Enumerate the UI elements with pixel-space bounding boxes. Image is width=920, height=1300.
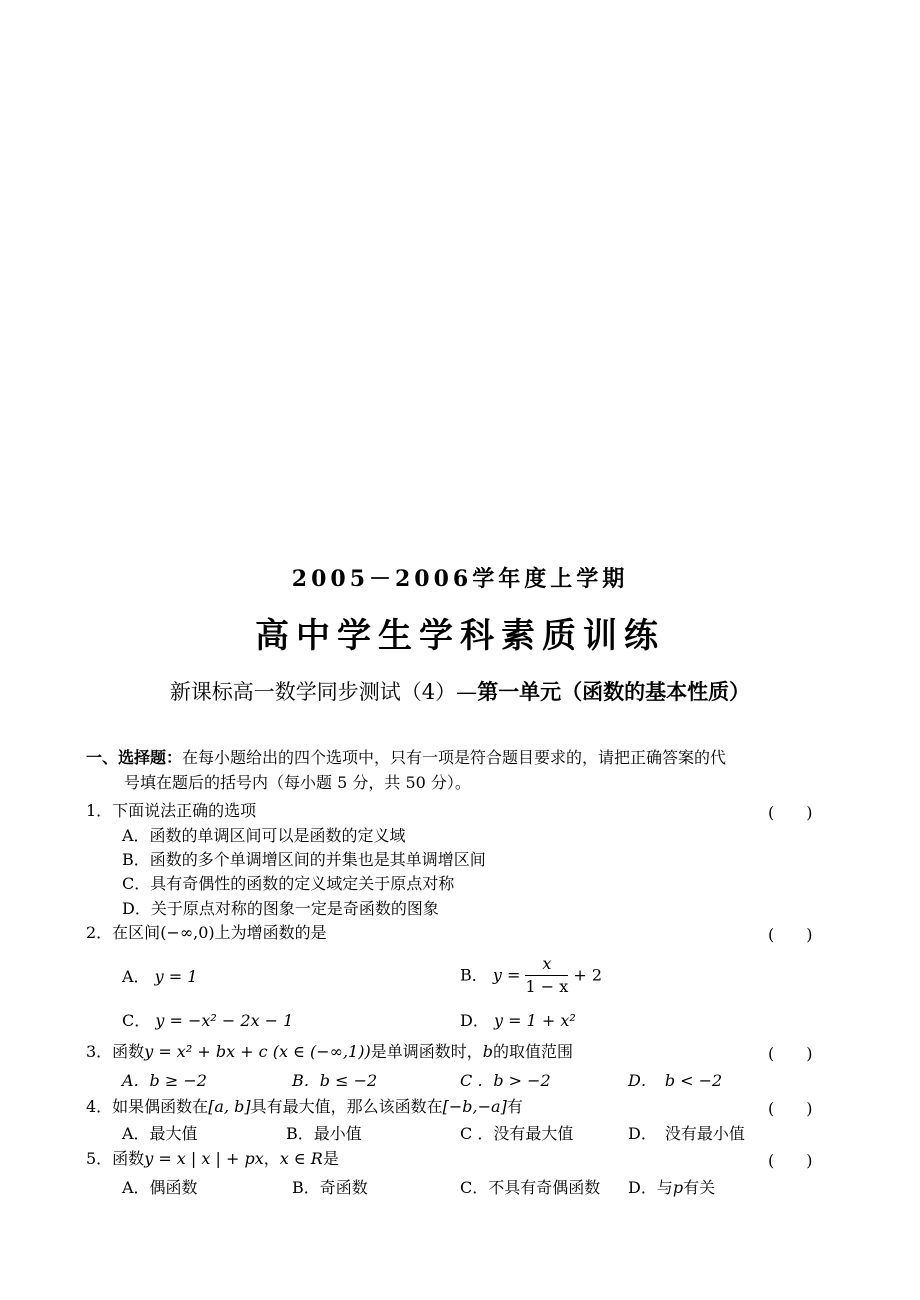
question-5-option-d-var: p [672,1178,684,1197]
question-4-stem-end: 有 [506,1097,523,1116]
question-3-stem-end: 的取值范围 [492,1042,573,1061]
question-2-interval: (−∞,0) [160,923,215,942]
question-1-option-a: A．函数的单调区间可以是函数的定义域 [122,826,406,845]
question-4-interval-1: [a, b] [208,1097,251,1116]
answer-paren-4: ( ) [768,1099,813,1118]
question-4-option-b: B．最小值 [286,1124,362,1143]
question-3-stem-var: b [482,1042,493,1061]
term-title: 2005－2006学年度上学期 [291,566,629,592]
question-5-stem-pre: 5．函数 [86,1149,145,1168]
question-4-stem-pre: 4．如果偶函数在 [86,1097,209,1116]
section-intro [86,747,726,769]
question-3-stem-pre: 3．函数 [86,1042,145,1061]
question-5-option-c: C．不具有奇偶函数 [460,1178,601,1197]
section-title: 一、选择题： [86,748,183,767]
question-1-option-b: B．函数的多个单调增区间的并集也是其单调增区间 [122,850,486,869]
question-4-option-d: D． 没有最小值 [628,1124,745,1143]
fraction-numerator: x [525,953,568,976]
question-3-option-b: B．b ≤ −2 [292,1071,378,1090]
question-3-stem-expr: y = x² + bx + c (x ∈ (−∞,1)) [144,1042,371,1061]
question-2-option-b [460,953,602,998]
question-3-stem-post: 是单调函数时， [370,1042,483,1061]
question-4-stem-mid: 具有最大值，那么该函数在 [250,1097,443,1116]
question-5-stem [86,1148,339,1170]
question-2-stem-post: 上为增函数的是 [214,923,327,942]
question-5-option-a: A．偶函数 [122,1178,198,1197]
training-title: 高中学生学科素质训练 [255,616,665,656]
question-4-interval-2: [−b,−a] [442,1097,507,1116]
answer-paren-3: ( ) [768,1044,813,1063]
question-5-option-b: B．奇函数 [292,1178,368,1197]
question-2-option-c-label: C． [122,1011,151,1030]
question-4-option-a: A．最大值 [122,1124,198,1143]
question-2-option-b-fraction [525,953,568,998]
question-2-option-d-expr: y = 1 + x² [493,1011,576,1030]
answer-paren-2: ( ) [768,925,813,944]
question-2-option-a-label: A． [122,967,150,986]
question-4-option-c: C ．没有最大值 [460,1124,574,1143]
question-3-option-c: C ．b > −2 [460,1071,551,1090]
question-3-option-a: A．b ≥ −2 [122,1071,207,1090]
question-1-option-c: C．具有奇偶性的函数的定义域定关于原点对称 [122,874,455,893]
question-2-option-a [122,966,197,988]
question-5-stem-expr: y = x | x | + px [144,1149,264,1168]
question-2-option-c [122,1010,293,1032]
question-3-option-d: D． b < −2 [628,1071,723,1090]
question-2-option-d-label: D． [460,1011,489,1030]
question-3-stem [86,1041,573,1063]
question-1-option-d: D．关于原点对称的图象一定是奇函数的图象 [122,899,439,918]
section-intro-line2: 号填在题后的括号内（每小题 5 分，共 50 分）。 [124,773,471,792]
question-2-option-c-expr: y = −x² − 2x − 1 [155,1011,294,1030]
question-2-option-d [460,1010,576,1032]
question-5-option-d [628,1177,715,1199]
question-2-stem [86,922,327,944]
test-title-prefix: 新课标高一数学同步测试（4）— [169,680,478,704]
question-5-stem-end: 是 [322,1149,339,1168]
question-2-option-a-expr: y = 1 [154,967,198,986]
question-1-stem: 1．下面说法正确的选项 [86,801,257,820]
question-2-option-b-lhs: y = [492,965,521,985]
question-5-option-d-pre: D．与 [628,1178,673,1197]
section-intro-text: 在每小题给出的四个选项中，只有一项是符合题目要求的，请把正确答案的代 [182,748,727,767]
answer-paren-5: ( ) [768,1151,813,1170]
question-2-stem-pre: 2．在区间 [86,923,161,942]
question-5-stem-mid: ， [263,1149,280,1168]
answer-paren-1: ( ) [768,803,813,822]
test-title [0,676,920,706]
question-2-option-b-label: B． [460,965,488,985]
fraction-denominator: 1 − x [525,977,569,996]
test-title-main: 第一单元（函数的基本性质） [477,680,751,704]
question-2-option-b-tail: + 2 [573,965,603,985]
question-4-stem [86,1096,523,1118]
question-5-option-d-post: 有关 [683,1178,716,1197]
question-5-stem-expr2: x ∈ R [279,1149,323,1168]
